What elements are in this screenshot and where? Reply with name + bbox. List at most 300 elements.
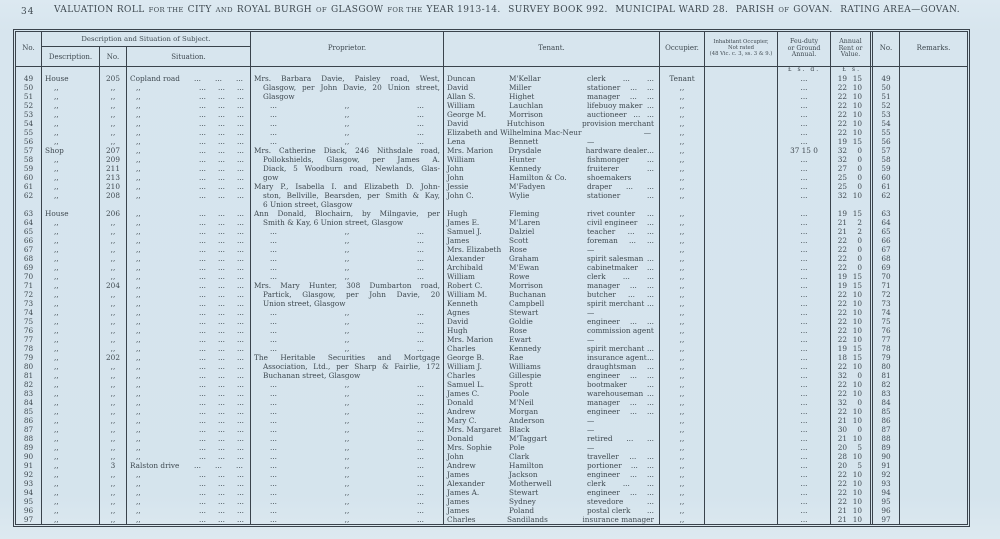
dots: ...	[270, 488, 277, 497]
feu-duty-cell: ...	[778, 137, 831, 146]
remarks-cell	[900, 497, 967, 506]
occupation-label: stationer	[587, 83, 621, 92]
tenant-occupation	[587, 425, 659, 434]
empty-cell	[705, 67, 778, 74]
row-number-cell: 86	[16, 416, 42, 425]
occupier-cell: ,,	[660, 362, 705, 371]
tenant-first-name: Samuel L.	[447, 380, 485, 389]
dots: ...	[218, 299, 225, 308]
annual-rent-cell	[831, 110, 873, 119]
shillings-value: 15	[852, 74, 862, 83]
situation-label: ,,	[136, 272, 141, 281]
feu-duty-cell: ...	[778, 335, 831, 344]
pounds-value: 22	[837, 101, 847, 110]
tenant-first-name: John	[447, 173, 464, 182]
description-cell: ,,	[42, 290, 100, 299]
remarks-cell	[900, 470, 967, 479]
street-number-cell: ,,	[100, 407, 127, 416]
dots: ...	[622, 479, 630, 488]
dots: ...	[199, 164, 206, 173]
situation-label: ,,	[136, 452, 141, 461]
row-number-right-cell: 97	[873, 515, 900, 524]
proprietor-cell	[251, 371, 444, 380]
tenant-first-name: Mrs. Marion	[447, 335, 494, 344]
table-row	[16, 380, 967, 389]
row-number-right-cell: 74	[873, 308, 900, 317]
row-number-right-cell: 60	[873, 173, 900, 182]
dots: ...	[417, 407, 424, 416]
row-number-right-cell: 90	[873, 452, 900, 461]
proprietor-cell	[251, 299, 444, 308]
empty-cell	[16, 67, 42, 74]
shillings-value: 10	[852, 389, 862, 398]
ditto-mark: ,,	[344, 128, 350, 137]
dots: ...	[218, 488, 225, 497]
situation-label: ,,	[136, 479, 141, 488]
tenant-occupation	[587, 101, 659, 110]
remarks-cell	[900, 254, 967, 263]
dots: ...	[629, 281, 637, 290]
situation-cell	[127, 398, 251, 407]
row-number-cell: 63	[16, 209, 42, 218]
feu-duty-cell: ...	[778, 326, 831, 335]
tenant-first-name: James A.	[447, 488, 480, 497]
tenant-cell	[444, 236, 660, 245]
situation-cell	[127, 74, 251, 83]
tenant-surname: Hamilton & Co.	[509, 173, 567, 182]
proprietor-line: Glasgow	[263, 92, 295, 101]
occupier-cell: ,,	[660, 506, 705, 515]
annual-rent-cell	[831, 434, 873, 443]
dots: ...	[647, 155, 654, 164]
proprietor-cell	[251, 191, 444, 200]
inhabitant-occupier-cell	[705, 335, 778, 344]
situation-label: ,,	[136, 335, 141, 344]
occupation-label: —	[587, 245, 595, 254]
tenant-surname: Morgan	[509, 407, 539, 416]
table-row	[16, 407, 967, 416]
column-header-label: Inhabitant Occupier,	[713, 39, 769, 46]
dots: ...	[237, 263, 244, 272]
proprietor-cell	[251, 497, 444, 506]
situation-cell	[127, 272, 251, 281]
dots: ...	[647, 74, 654, 83]
inhabitant-occupier-cell	[705, 416, 778, 425]
occupier-cell: ,,	[660, 155, 705, 164]
occupier-cell: ,,	[660, 497, 705, 506]
remarks-cell	[900, 299, 967, 308]
proprietor-cell	[251, 407, 444, 416]
occupier-cell: ,,	[660, 461, 705, 470]
tenant-surname: Clark	[509, 452, 530, 461]
shillings-value: 10	[852, 128, 862, 137]
dots: ...	[218, 83, 225, 92]
tenant-occupation	[587, 335, 659, 344]
proprietor-ditto	[254, 407, 440, 416]
situation-cell	[127, 416, 251, 425]
column-header-label: Rent or	[838, 44, 863, 52]
proprietor-ditto	[254, 119, 440, 128]
remarks-cell	[900, 380, 967, 389]
feu-duty-cell: ...	[778, 299, 831, 308]
proprietor-cell	[251, 272, 444, 281]
occupier-cell: ,,	[660, 128, 705, 137]
inhabitant-occupier-cell	[705, 290, 778, 299]
dots: ...	[647, 290, 654, 299]
situation-cell	[127, 335, 251, 344]
occupier-cell: ,,	[660, 299, 705, 308]
situation-cell	[127, 299, 251, 308]
street-number-cell: ,,	[100, 263, 127, 272]
street-number-cell	[100, 200, 127, 209]
description-cell: ,,	[42, 182, 100, 191]
tenant-occupation	[587, 416, 659, 425]
dots: ...	[218, 443, 225, 452]
proprietor-cell	[251, 209, 444, 218]
tenant-cell	[444, 110, 660, 119]
situation-label: ,,	[136, 362, 141, 371]
tenant-first-name: Robert C.	[447, 281, 483, 290]
dots: ...	[237, 488, 244, 497]
tenant-occupation	[587, 74, 659, 83]
shillings-value: 10	[852, 515, 862, 524]
table-body	[16, 67, 967, 524]
inhabitant-occupier-cell	[705, 434, 778, 443]
tenant-surname: Rae	[509, 353, 524, 362]
situation-cell	[127, 83, 251, 92]
proprietor-ditto	[254, 497, 440, 506]
occupier-cell: ,,	[660, 83, 705, 92]
feu-duty-cell: ...	[778, 218, 831, 227]
row-number-cell: 53	[16, 110, 42, 119]
table-row	[16, 317, 967, 326]
tenant-first-name: David	[447, 317, 469, 326]
situation-cell	[127, 308, 251, 317]
row-number-cell: 49	[16, 74, 42, 83]
situation-label: ,,	[136, 398, 141, 407]
occupier-cell: ,,	[660, 425, 705, 434]
row-number-cell: 95	[16, 497, 42, 506]
occupier-cell: ,,	[660, 218, 705, 227]
remarks-cell	[900, 353, 967, 362]
table-row	[16, 362, 967, 371]
tenant-surname: Hamilton	[509, 461, 544, 470]
feu-duty-cell: ...	[778, 83, 831, 92]
dots: ...	[270, 254, 277, 263]
ditto-mark: ,,	[344, 101, 350, 110]
tenant-cell	[444, 398, 660, 407]
street-number-cell: ,,	[100, 92, 127, 101]
proprietor-cell	[251, 101, 444, 110]
dots: ...	[417, 506, 424, 515]
tenant-first-name: Andrew	[447, 407, 476, 416]
shillings-value: 0	[857, 155, 862, 164]
feu-duty-cell: ...	[778, 317, 831, 326]
remarks-cell	[900, 281, 967, 290]
proprietor-ditto	[254, 272, 440, 281]
occupier-cell: ,,	[660, 146, 705, 155]
situation-cell	[127, 128, 251, 137]
dots: ...	[218, 326, 225, 335]
occupier-cell: ,,	[660, 263, 705, 272]
tenant-occupation	[587, 434, 659, 443]
occupier-cell: ,,	[660, 101, 705, 110]
tenant-surname: Poland	[509, 506, 535, 515]
street-number-cell: 208	[100, 191, 127, 200]
row-number-right-cell: 73	[873, 299, 900, 308]
situation-label: ,,	[136, 137, 141, 146]
dots: ...	[270, 479, 277, 488]
inhabitant-occupier-cell	[705, 155, 778, 164]
tenant-occupation	[587, 92, 659, 101]
tenant-first-name: Hugh	[447, 209, 468, 218]
dots: ...	[630, 83, 638, 92]
table-row	[16, 434, 967, 443]
remarks-cell	[900, 227, 967, 236]
situation-label: ,,	[136, 326, 141, 335]
tenant-first-name: Mrs. Sophie	[447, 443, 492, 452]
street-number-cell: ,,	[100, 344, 127, 353]
dots: ...	[417, 245, 424, 254]
dots: ...	[218, 353, 225, 362]
description-cell: ,,	[42, 497, 100, 506]
remarks-cell	[900, 335, 967, 344]
dots: ...	[218, 407, 225, 416]
inhabitant-occupier-cell	[705, 200, 778, 209]
proprietor-ditto	[254, 461, 440, 470]
remarks-cell	[900, 272, 967, 281]
dots: ...	[647, 452, 654, 461]
description-cell: Shop	[42, 146, 100, 155]
situation-cell	[127, 488, 251, 497]
tenant-surname: Highet	[509, 92, 535, 101]
dots: ...	[199, 281, 206, 290]
description-cell: ,,	[42, 326, 100, 335]
dots: ...	[647, 236, 654, 245]
row-number-cell	[16, 200, 42, 209]
shillings-value: 10	[852, 119, 862, 128]
situation-cell	[127, 344, 251, 353]
proprietor-cell	[251, 263, 444, 272]
dots: ...	[218, 452, 225, 461]
situation-label: ,,	[136, 515, 141, 524]
row-number-right-cell	[873, 200, 900, 209]
table-row	[16, 416, 967, 425]
proprietor-ditto	[254, 335, 440, 344]
inhabitant-occupier-cell	[705, 479, 778, 488]
dots: ...	[417, 380, 424, 389]
dots: ...	[218, 380, 225, 389]
pounds-value: 25	[837, 182, 847, 191]
situation-cell	[127, 515, 251, 524]
row-number-cell: 80	[16, 362, 42, 371]
shillings-value: 10	[852, 191, 862, 200]
occupier-cell: ,,	[660, 137, 705, 146]
dots: ...	[417, 326, 424, 335]
inhabitant-occupier-cell	[705, 92, 778, 101]
tenant-surname: Gillespie	[509, 371, 542, 380]
feu-duty-cell: ...	[778, 245, 831, 254]
occupier-cell: ,,	[660, 254, 705, 263]
dots: ...	[270, 425, 277, 434]
ditto-mark: ,,	[344, 470, 350, 479]
dots: ...	[194, 461, 201, 470]
dots: ...	[647, 407, 654, 416]
table-row	[16, 74, 967, 83]
situation-label: ,,	[136, 434, 141, 443]
table-row	[16, 254, 967, 263]
dots: ...	[237, 299, 244, 308]
shillings-value: 10	[852, 335, 862, 344]
annual-rent-cell	[831, 362, 873, 371]
row-number-cell: 68	[16, 254, 42, 263]
column-header-label: Occupier.	[665, 44, 699, 53]
inhabitant-occupier-cell	[705, 425, 778, 434]
row-number-cell: 96	[16, 506, 42, 515]
description-cell: House	[42, 209, 100, 218]
remarks-cell	[900, 119, 967, 128]
dots: ...	[417, 452, 424, 461]
situation-cell	[127, 101, 251, 110]
shillings-value: 0	[857, 254, 862, 263]
pounds-value: 20	[837, 443, 847, 452]
remarks-cell	[900, 200, 967, 209]
table-row	[16, 236, 967, 245]
dots: ...	[218, 497, 225, 506]
annual-rent-cell	[831, 470, 873, 479]
tenant-surname: Sandilands	[506, 515, 548, 524]
proprietor-line: Diack, 5 Woodburn road, Newlands, Glas-	[263, 164, 440, 173]
proprietor-cell	[251, 173, 444, 182]
occupier-cell: ,,	[660, 110, 705, 119]
description-cell: ,,	[42, 407, 100, 416]
street-number-cell: ,,	[100, 470, 127, 479]
tenant-surname: Hunter	[509, 155, 536, 164]
occupation-label: retired	[587, 434, 613, 443]
title-segment: VALUATION ROLL	[54, 5, 145, 15]
dots: ...	[270, 416, 277, 425]
inhabitant-occupier-cell	[705, 452, 778, 461]
dots: ...	[218, 137, 225, 146]
situation-label: ,,	[136, 290, 141, 299]
pounds-value: 22	[837, 83, 847, 92]
inhabitant-occupier-cell	[705, 362, 778, 371]
table-row	[16, 488, 967, 497]
inhabitant-occupier-cell	[705, 173, 778, 182]
annual-rent-cell	[831, 155, 873, 164]
tenant-first-name: George M.	[447, 110, 487, 119]
feu-duty-cell: ...	[778, 227, 831, 236]
inhabitant-occupier-cell	[705, 488, 778, 497]
remarks-cell	[900, 488, 967, 497]
dots: ...	[199, 191, 206, 200]
dots: ...	[270, 506, 277, 515]
table-row	[16, 452, 967, 461]
occupation-label: foreman	[587, 236, 618, 245]
street-number-cell: ,,	[100, 317, 127, 326]
table-row	[16, 164, 967, 173]
description-cell: ,,	[42, 488, 100, 497]
dots: ...	[270, 470, 277, 479]
column-header-label: Not rated	[728, 45, 754, 52]
dots: ...	[270, 407, 277, 416]
situation-label: ,,	[136, 371, 141, 380]
proprietor-cell	[251, 362, 444, 371]
tenant-cell	[444, 461, 660, 470]
occupation-label: insurance agent	[587, 353, 647, 362]
occupation-label: lifebuoy maker	[587, 101, 643, 110]
table-row	[16, 470, 967, 479]
occupier-cell: ,,	[660, 515, 705, 524]
inhabitant-occupier-cell	[705, 407, 778, 416]
tenant-occupation	[587, 227, 659, 236]
street-number-cell: 209	[100, 155, 127, 164]
pounds-value: 21	[837, 506, 847, 515]
occupation-label: rivet counter	[587, 209, 636, 218]
dots: ...	[218, 344, 225, 353]
dots: ...	[270, 227, 277, 236]
situation-label: ,,	[136, 191, 141, 200]
dots: ...	[199, 155, 206, 164]
pounds-value: 19	[837, 74, 847, 83]
feu-duty-cell: 37 15 0	[778, 146, 831, 155]
row-number-cell: 61	[16, 182, 42, 191]
feu-duty-cell: ...	[778, 128, 831, 137]
proprietor-ditto	[254, 308, 440, 317]
tenant-occupation	[587, 344, 659, 353]
proprietor-cell	[251, 380, 444, 389]
inhabitant-occupier-cell	[705, 191, 778, 200]
situation-label: ,,	[136, 353, 141, 362]
remarks-cell	[900, 416, 967, 425]
occupation-label: postal clerk	[587, 506, 631, 515]
occupation-label: stevedore	[587, 497, 624, 506]
pounds-value: 19	[837, 281, 847, 290]
dots: ...	[270, 515, 277, 524]
dots: ...	[218, 254, 225, 263]
tenant-surname: Rowe	[509, 272, 530, 281]
table-row	[16, 146, 967, 155]
table-row	[16, 263, 967, 272]
row-number-right-cell: 87	[873, 425, 900, 434]
tenant-occupation	[587, 218, 659, 227]
occupier-cell: ,,	[660, 182, 705, 191]
row-number-right-cell: 85	[873, 407, 900, 416]
annual-rent-cell	[831, 128, 873, 137]
table-row	[16, 272, 967, 281]
description-cell: House	[42, 74, 100, 83]
tenant-first-name: Allan S.	[447, 92, 476, 101]
dots: ...	[270, 344, 277, 353]
title-segment: GLASGOW	[330, 5, 384, 15]
table-row	[16, 173, 967, 182]
tenant-occupation	[587, 443, 659, 452]
situation-label: ,,	[136, 236, 141, 245]
column-header-label: Annual	[839, 37, 862, 45]
tenant-surname: Drysdale	[508, 146, 542, 155]
situation-cell	[127, 353, 251, 362]
dots: ...	[270, 326, 277, 335]
occupation-label: teacher	[587, 227, 616, 236]
inhabitant-occupier-cell	[705, 506, 778, 515]
row-number-right-cell: 77	[873, 335, 900, 344]
street-number-cell: ,,	[100, 497, 127, 506]
row-number-cell: 55	[16, 128, 42, 137]
description-cell: ,,	[42, 434, 100, 443]
description-cell: ,,	[42, 470, 100, 479]
dots: ...	[622, 74, 630, 83]
description-cell: ,,	[42, 506, 100, 515]
